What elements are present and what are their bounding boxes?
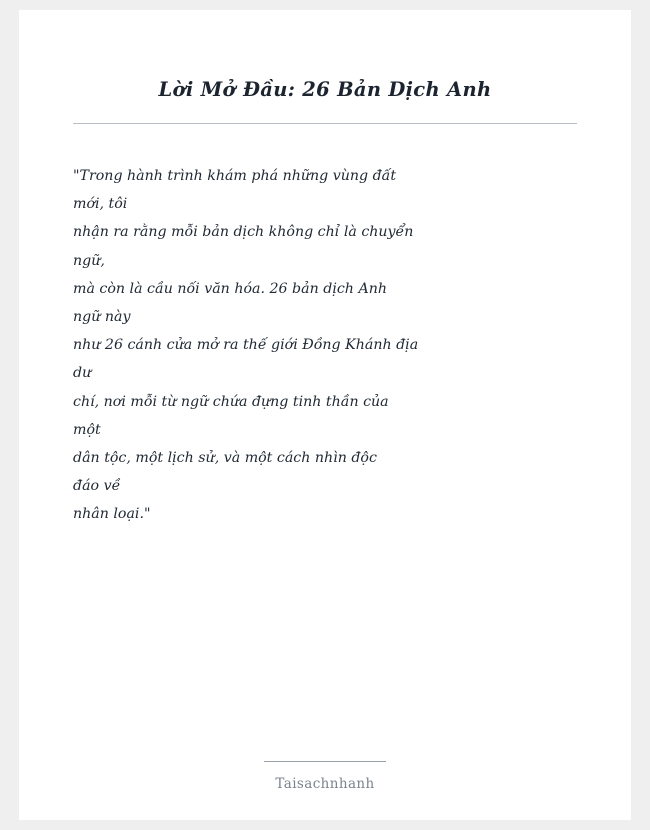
quote-line: "Trong hành trình khám phá những vùng đất xyxy=(73,168,397,184)
quote-line: ngữ, xyxy=(73,252,105,269)
quote-line: mới, tôi xyxy=(73,196,128,213)
quote-line: dư xyxy=(73,365,92,382)
quote-line: mà còn là cầu nối văn hóa. 26 bản dịch Anh xyxy=(73,280,387,297)
quote-line: một xyxy=(73,421,101,438)
footer-divider xyxy=(264,761,386,762)
page-content xyxy=(19,10,631,820)
quote-line: ngữ này xyxy=(73,309,131,326)
quote-line: đáo về xyxy=(73,478,121,495)
page-footer xyxy=(19,761,631,792)
page-title: Lời Mở Đầu: 26 Bản Dịch Anh xyxy=(158,78,492,101)
quote-line: chí, nơi mỗi từ ngữ chứa đựng tinh thần của xyxy=(73,393,389,410)
document-page xyxy=(19,10,631,820)
quote-line: dân tộc, một lịch sử, và một cách nhìn độc xyxy=(73,450,377,467)
footer-attribution: Taisachnhanh xyxy=(275,776,375,792)
quote-line: như 26 cánh cửa mở ra thế giới Đồng Khánh địa xyxy=(73,337,419,354)
quote-line: nhân loại." xyxy=(73,506,151,523)
quote-line: nhận ra rằng mỗi bản dịch không chỉ là chuyển xyxy=(73,224,414,241)
quote-block xyxy=(73,162,577,529)
title-divider xyxy=(73,123,577,124)
